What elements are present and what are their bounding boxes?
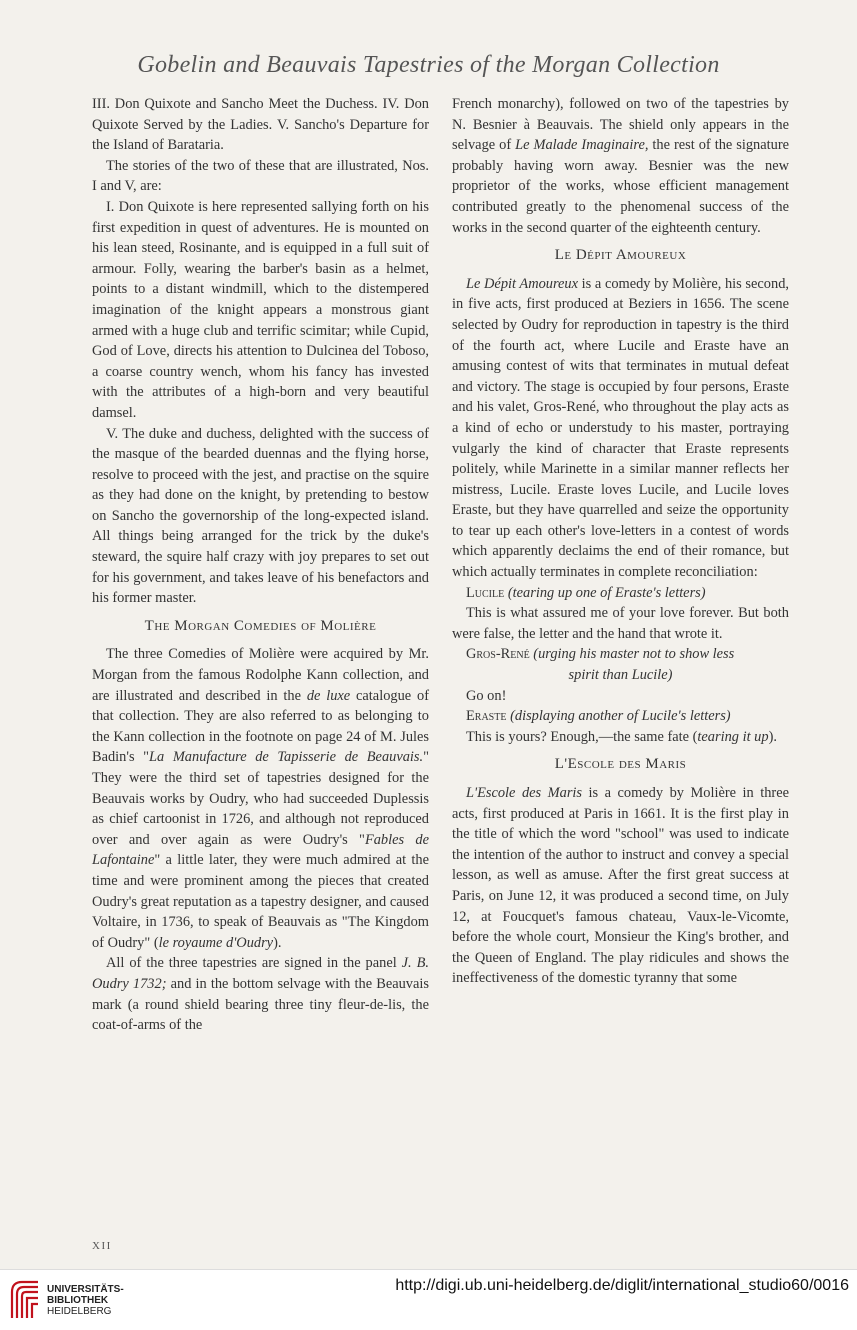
italic-run: Fables de Lafontaine [92,831,429,869]
text-run: French monarchy), followed on two of the tapestries by N. Besnier à Beauvais. The shield only appears in the selvage of [452,96,789,154]
section-heading: The Morgan Comedies of Molière [144,617,377,634]
paragraph [92,953,429,1035]
text-run: The three Comedies of Molière were acquired by Mr. Morgan from the famous Rodolphe Kann collection, and are illustrated and described in the [92,646,429,704]
paragraph: V. The duke and duchess, delighted with the success of the masque of the bearded duennas and the flying horse, resolve to proceed with the jest, and practise on the squire as they had done on the knight, by pretending to bestow on Sancho the governorship of the long-expected island. All things being arranged for the trick by the duke's steward, the squire half crazy with joy prepares to set out for his government, and takes leave of his benefactors and his former master. [92,425,429,607]
section-heading: L'Escole des Maris [554,756,687,773]
paragraph [452,94,789,238]
stage-direction: (tearing up one of Eraste's letters) [507,584,706,601]
dialogue-direction [452,583,789,604]
text-run: is a comedy by Molière, his second, in five acts, first produced at Beziers in 1656. The scene selected by Oudry for reproduction in tapestry is the third of the fourth act, where Lucile and Eraste have an amusing contest of wits that terminates in mutual defeat and victory. The stage is occupied by four persons, Eraste and his valet, Gros-René, who throughout the play acts as a kind of echo or understudy to his master, portraying vulgarly the kind of character that Eraste represents politely, while Marinette in a similar manner reflects her mistress, Lucile. Eraste loves Lucile, and Lucile loves Eraste, but they have quarrelled and seize the opportunity to tear up each other's love-letters in a contest of words which apparently declaims the end of their romance, but which actually terminates in complete reconciliation: [452,275,789,581]
text-run: All of the three tapestries are signed in the panel [106,955,402,972]
text-run: and in the bottom selvage with the Beauvais mark (a round shield bearing three tiny fleur-de-lis, the coat-of-arms of the [92,975,429,1034]
italic-run: J. B. Oudry 1732; [92,955,429,992]
text-run: " a little later, they were much admired at the time and were prominent among the pieces that created Oudry's great reputation as a tapestry designer, and caused Voltaire, in 1736, to speak of Beauvais as "The Kingdom of Oudry" ( [92,852,429,951]
right-column [452,94,789,989]
text-run: ). [768,728,777,745]
italic-run: L'Escole des Maris [466,785,583,801]
dialogue-line [452,727,789,748]
text-run: is a comedy by Molière in three acts, first produced at Paris in 1661. It is the first play in the title of which the word "school" was used to indicate the intention of the author to instruct and convey a special lesson, as well as amuse. After the first great success at Paris, on June 12, it was produced a second time, on July 12, at Foucquet's famous chateau, Vaux-le-Vicomte, before the whole court, Monsieur the King's brother, and the Queen of England. The play ridicules and shows the ineffectiveness of the domestic tyranny that some [452,785,789,987]
paragraph [452,783,789,989]
dialogue-line: Go on! [466,687,507,704]
text-run: ). [273,934,282,951]
italic-run: tearing it up [697,728,769,745]
paragraph: The stories of the two of these that are illustrated, Nos. I and V, are: [92,157,429,195]
text-run: catalogue of that collection. They are also referred to as belonging to the Kann collection in the footnote on page 24 of M. Jules Badin's " [92,687,429,766]
speaker-name: Eraste [466,708,507,725]
stage-direction: (displaying another of Lucile's letters) [510,708,731,725]
italic-run: La Manufacture de Tapisserie de Beauvais. [149,749,424,766]
italic-run: Le Malade Imaginaire, [515,137,649,154]
stage-direction: spirit than Lucile) [568,667,673,684]
page-number: XII [92,1240,112,1252]
italic-run: le royaume d'Oudry [158,934,274,951]
dialogue-direction [452,644,789,665]
text-run: " They were the third set of tapestries designed for the Beauvais works by Oudry, who had succeeded Duplessis as chief cartoonist in 1726, and although not reproduced over and over again as were Oudry's " [92,749,429,848]
dialogue-direction-cont [452,665,789,686]
permalink-url[interactable]: http://digi.ub.uni-heidelberg.de/diglit/international_studio60/0016 [395,1277,849,1294]
running-head: Gobelin and Beauvais Tapestries of the Morgan Collection [137,52,720,78]
italic-run: Le Dépit Amoureux [466,275,579,292]
library-name-line: HEIDELBERG [47,1306,112,1317]
library-name-line: UNIVERSITÄTS- [47,1284,124,1295]
section-heading: Le Dépit Amoureux [554,247,687,264]
stage-direction: (urging his master not to show less [533,646,735,663]
library-name [47,1284,124,1317]
italic-run: de luxe [306,687,351,704]
library-name-line: BIBLIOTHEK [47,1295,109,1306]
paragraph [452,274,789,583]
ub-heidelberg-logo-icon [8,1278,42,1322]
paragraph [92,644,429,953]
text-run: This is yours? Enough,—the same fate ( [466,728,698,745]
speaker-name: Lucile [466,584,505,601]
dialogue-direction [452,706,789,727]
paragraph: III. Don Quixote and Sancho Meet the Duchess. IV. Don Quixote Served by the Ladies. V. Sancho's Departure for the Island of Barataria. [92,96,429,154]
left-column [92,94,429,1036]
speaker-name: Gros-René [466,646,530,663]
text-run: the rest of the signature probably having worn away. Besnier was the new proprietor of the works, whose efficient management contributed greatly to the phenomenal success of the works in the second quarter of the eighteenth century. [452,137,790,236]
paragraph: I. Don Quixote is here represented sallying forth on his first expedition in quest of adventures. He is mounted on his lean steed, Rosinante, and is equipped in a full suit of armour. Folly, wearing the barber's basin as a helmet, points to a distant windmill, which to the distempered imagination of the knight appears a monstrous giant armed with a huge club and terrific scimitar; while Cupid, God of Love, directs his attention to Dulcinea del Toboso, a coarse country wench, whom his fancy has invested with the attributes of a high-born and very beautiful damsel. [92,198,429,421]
dialogue-line: This is what assured me of your love forever. But both were false, the letter and the hand that wrote it. [452,605,789,642]
